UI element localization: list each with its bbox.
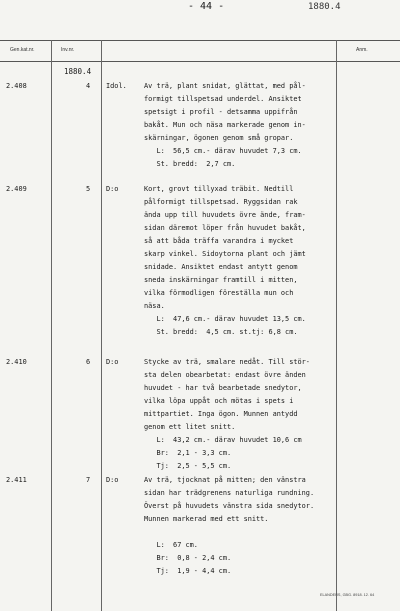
description-line: L: 56,5 cm.- därav huvudet 7,3 cm. — [144, 147, 302, 155]
description-line: sta delen obearbetat: endast övre änden — [144, 371, 306, 379]
object-type: D:o — [106, 476, 119, 484]
description-line: så att båda träffa varandra i mycket — [144, 237, 294, 245]
description-line: sidan har trädgrenens naturliga rundning. — [144, 489, 315, 497]
description-line: Av trä, plant snidat, glättat, med pål- — [144, 82, 306, 90]
inv-nr: 6 — [86, 358, 91, 366]
gen-kat-nr: 2.411 — [6, 476, 27, 484]
description-line: Br: 2,1 - 3,3 cm. — [144, 449, 232, 457]
description-line: Stycke av trä, smalare nedåt. Till stör- — [144, 358, 310, 366]
gen-kat-nr: 2.410 — [6, 358, 27, 366]
description-line: skärningar, ögonen genom små gropar. — [144, 134, 294, 142]
description-line: vilka löpa uppåt och mötas i spets i — [144, 397, 294, 405]
year-heading: 1880.4 — [64, 67, 92, 76]
object-type: D:o — [106, 358, 119, 366]
description-line: näsa. — [144, 302, 165, 310]
description-line: formigt tillspetsad underdel. Ansiktet — [144, 95, 302, 103]
description-line: Av trä, tjocknat på mitten; den vänstra — [144, 476, 306, 484]
column-divider — [101, 40, 102, 611]
description-line: genom ett litet snitt. — [144, 423, 236, 431]
column-header-row — [0, 40, 400, 62]
gen-kat-nr: 2.408 — [6, 82, 27, 90]
printer-footer: ELANDERS, GBG. 8918. 12. 64 — [320, 593, 375, 597]
object-type: D:o — [106, 185, 119, 193]
column-header-anm: Anm. — [356, 47, 368, 53]
inv-nr: 7 — [86, 476, 91, 484]
inv-nr: 4 — [86, 82, 91, 90]
object-type: Idol. — [106, 82, 127, 90]
column-divider — [51, 40, 52, 611]
description-line: L: 43,2 cm.- därav huvudet 10,6 cm — [144, 436, 302, 444]
description-line: St. bredd: 2,7 cm. — [144, 160, 236, 168]
column-header-inv-nr: Inv.nr. — [61, 47, 75, 53]
description-line: St. bredd: 4,5 cm. st.tj: 6,8 cm. — [144, 328, 298, 336]
description-line: Överst på huvudets vänstra sida snedytor. — [144, 502, 315, 510]
page-number: - 44 - — [188, 1, 225, 12]
description-line: ända upp till huvudets övre ände, fram- — [144, 211, 306, 219]
document-id: 1880.4 — [308, 2, 341, 12]
description-line: sidan däremot löper från huvudet bakåt, — [144, 224, 306, 232]
description-line: Tj: 2,5 - 5,5 cm. — [144, 462, 232, 470]
inv-nr: 5 — [86, 185, 91, 193]
gen-kat-nr: 2.409 — [6, 185, 27, 193]
description-line: mittpartiet. Inga ögon. Munnen antydd — [144, 410, 298, 418]
column-header-gen-kat-nr: Gen.kat.nr. — [10, 47, 35, 53]
description-line: Munnen markerad med ett snitt. — [144, 515, 269, 523]
description-line: sneda inskärningar framtill i mitten, — [144, 276, 298, 284]
description-line: pålformigt tillspetsad. Ryggsidan rak — [144, 198, 298, 206]
description-line: Br: 0,8 - 2,4 cm. — [144, 554, 232, 562]
column-divider — [336, 40, 337, 611]
description-line: L: 67 cm. — [144, 541, 198, 549]
description-line: vilka förmodligen föreställa mun och — [144, 289, 294, 297]
description-line: bakåt. Mun och näsa markerade genom in- — [144, 121, 306, 129]
description-line: huvudet - har två bearbetade snedytor, — [144, 384, 302, 392]
description-line: skarp vinkel. Sidoytorna plant och jämt — [144, 250, 306, 258]
description-line: L: 47,6 cm.- därav huvudet 13,5 cm. — [144, 315, 306, 323]
description-line: Kort, grovt tillyxad träbit. Nedtill — [144, 185, 294, 193]
description-line: snidade. Ansiktet endast antytt genom — [144, 263, 298, 271]
description-line: spetsigt i profil - detsamma uppifrån — [144, 108, 298, 116]
description-line: Tj: 1,9 - 4,4 cm. — [144, 567, 232, 575]
